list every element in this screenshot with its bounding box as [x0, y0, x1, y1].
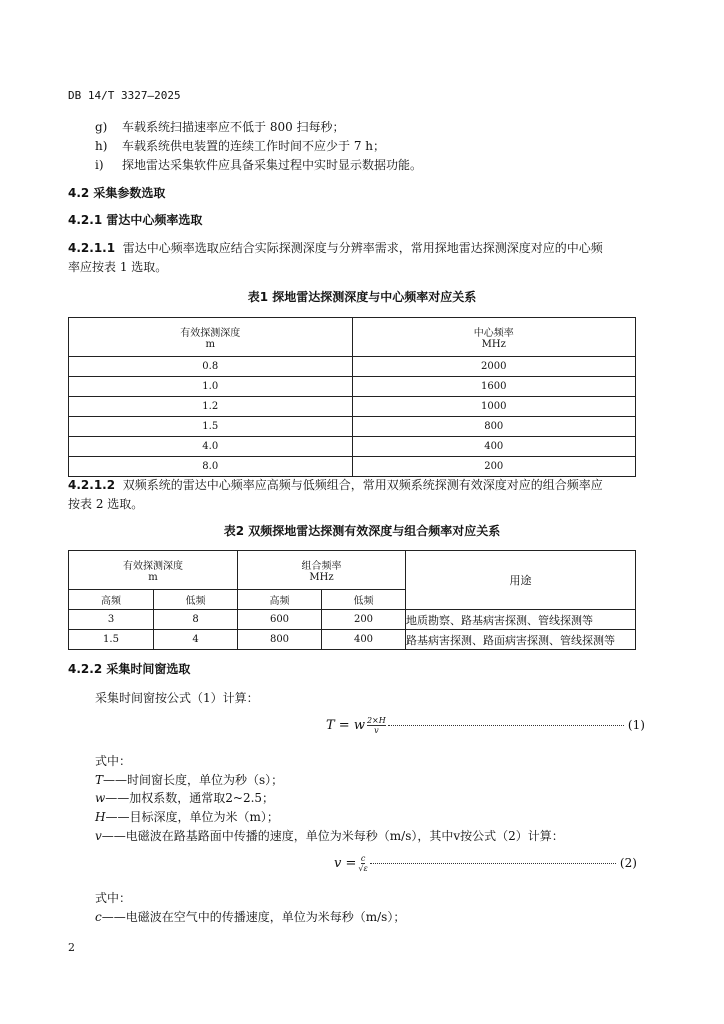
table-cell: 3	[69, 610, 154, 630]
paragraph: 采集时间窗按公式（1）计算：	[95, 691, 259, 705]
table-cell: 4.0	[69, 437, 353, 457]
formula-1: T = w $\frac{2\times H}{v}$ (1)	[326, 716, 645, 735]
table2-header-usage: 用途	[406, 551, 636, 610]
table-cell: 路基病害探测、路面病害探测、管线探测等	[406, 630, 636, 650]
table-cell: 4	[154, 630, 238, 650]
table-cell: 1.0	[69, 377, 353, 397]
list-item: 车载系统扫描速率应不低于 800 扫每秒；	[122, 120, 345, 134]
definition: w——加权系数，通常取2~2.5；	[95, 791, 275, 805]
paragraph: 双频系统的雷达中心频率应高频与低频组合，常用双频系统探测有效深度对应的组合频率应	[122, 478, 603, 492]
table-cell: 400	[322, 630, 406, 650]
table-row	[69, 417, 636, 437]
formula-2: v = $\frac{c}{√\varepsilon}$ (2)	[334, 854, 637, 873]
where-label: 式中：	[95, 891, 132, 905]
table-row	[69, 437, 636, 457]
table-cell: 200	[352, 457, 636, 477]
paragraph: 按表 2 选取。	[68, 497, 144, 511]
table2-subheader: 高频	[69, 590, 154, 610]
table2-subheader: 低频	[154, 590, 238, 610]
definition: v——电磁波在路基路面中传播的速度，单位为米每秒（m/s），其中v按公式（2）计算：	[95, 829, 564, 843]
table-cell: 8.0	[69, 457, 353, 477]
clause-number: 4.2.1.1	[68, 241, 116, 255]
table-row	[69, 630, 636, 650]
table-cell: 200	[322, 610, 406, 630]
table1-header-depth: 有效探测深度 m	[69, 318, 353, 357]
table-cell: 1.5	[69, 417, 353, 437]
formula-number: (2)	[619, 856, 637, 870]
table-cell: 8	[154, 610, 238, 630]
table1-header-frequency: 中心频率 MHz	[352, 318, 636, 357]
paragraph: 率应按表 1 选取。	[68, 260, 168, 274]
list-marker: g)	[95, 120, 108, 134]
table2-caption: 表2 双频探地雷达探测有效深度与组合频率对应关系	[223, 524, 501, 538]
doc-header: DB 14/T 3327—2025	[68, 89, 181, 102]
clause-number: 4.2.1.2	[68, 478, 116, 492]
formula-number: (1)	[627, 718, 645, 732]
where-label: 式中：	[95, 754, 132, 768]
list-item: 车载系统供电装置的连续工作时间不应少于 7 h；	[122, 139, 385, 153]
table2-header-depth: 有效探测深度 m	[69, 551, 238, 590]
table1	[68, 317, 636, 477]
definition: c——电磁波在空气中的传播速度，单位为米每秒（m/s）；	[95, 910, 406, 924]
table2	[68, 550, 636, 650]
list-marker: i)	[95, 158, 104, 172]
table-cell: 600	[238, 610, 322, 630]
definition: H——目标深度，单位为米（m）；	[95, 810, 279, 824]
table-row	[69, 457, 636, 477]
table-cell: 1.2	[69, 397, 353, 417]
table2-header-frequency: 组合频率 MHz	[238, 551, 406, 590]
table-row	[69, 357, 636, 377]
section-heading: 4.2 采集参数选取	[68, 186, 166, 200]
table-cell: 0.8	[69, 357, 353, 377]
table-row	[69, 610, 636, 630]
table-cell: 地质勘察、路基病害探测、管线探测等	[406, 610, 636, 630]
table1-caption: 表1 探地雷达探测深度与中心频率对应关系	[247, 290, 477, 304]
table-cell: 1600	[352, 377, 636, 397]
table-cell: 1.5	[69, 630, 154, 650]
table-cell: 800	[352, 417, 636, 437]
subsection-heading: 4.2.2 采集时间窗选取	[68, 662, 191, 676]
list-marker: h)	[95, 139, 108, 153]
list-item: 探地雷达采集软件应具备采集过程中实时显示数据功能。	[122, 158, 423, 172]
table-row	[69, 377, 636, 397]
table-cell: 2000	[352, 357, 636, 377]
page-number: 2	[68, 941, 75, 954]
table-cell: 1000	[352, 397, 636, 417]
definition: T——时间窗长度，单位为秒（s）；	[95, 773, 284, 787]
table-cell: 800	[238, 630, 322, 650]
subsection-heading: 4.2.1 雷达中心频率选取	[68, 213, 203, 227]
paragraph: 雷达中心频率选取应结合实际探测深度与分辨率需求，常用探地雷达探测深度对应的中心频	[122, 241, 603, 255]
table2-subheader: 低频	[322, 590, 406, 610]
table2-subheader: 高频	[238, 590, 322, 610]
table-cell: 400	[352, 437, 636, 457]
table-row	[69, 397, 636, 417]
